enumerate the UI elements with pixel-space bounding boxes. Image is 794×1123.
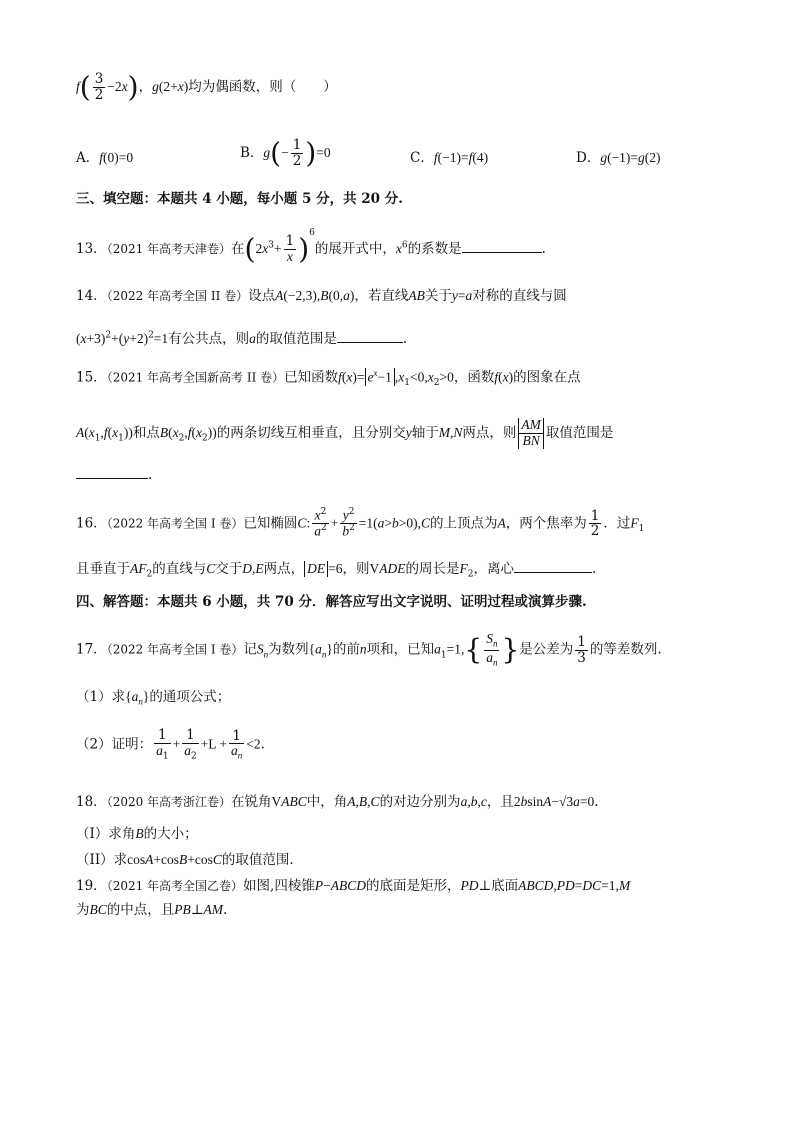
question-14-line1: 14．（2022 年高考全国 II 卷）设点A(−2,3),B(0,a)，若直线AB关于y=a对称的直线与圆 <box>76 288 567 304</box>
option-d: D．g(−1)=g(2) <box>576 150 661 166</box>
question-17-part1: （1）求$\{a_n\}$的通项公式； <box>76 689 231 707</box>
option-a: A．f(0)=0 <box>76 150 134 166</box>
question-15-line3: . <box>76 464 152 483</box>
question-18-part2: （II）求cosA+cosB+cosC的取值范围. <box>76 852 294 868</box>
option-c: C．f(−1)=f(4) <box>410 150 489 166</box>
section-3-title: 三、填空题：本题共 4 小题，每小题 5 分，共 20 分. <box>76 191 403 207</box>
answer-blank <box>337 328 403 343</box>
question-18: 18．（2020 年高考浙江卷）在锐角VABC中，角A,B,C的对边分别为a,b,c，且2bsinA−√3a=0. <box>76 794 599 810</box>
answer-blank <box>514 558 592 573</box>
question-15-line2: $A(x_1,f(x_1))$和点$B(x_2,f(x_2))$的两条切线互相垂直，且分别交y轴于M,N两点，则 $\frac{AM}{BN}$ 取值范围是 <box>76 417 614 448</box>
question-14-line2: $(x+3)^2+(y+2)^2=1$有公共点，则a的取值范围是 . <box>76 328 407 347</box>
question-18-part1: （I）求角B的大小； <box>76 826 198 842</box>
answer-blank <box>76 464 148 479</box>
question-17-part2: （2）证明： $\frac{1}{a_1}$ + $\frac{1}{a_2}$ +L + $\frac{1}{a_n}$ <2. <box>76 727 265 762</box>
question-19-line2: 为BC的中点，且PB⊥AM. <box>76 902 228 918</box>
prev-question-tail: 均为偶函数，则（ ） <box>188 78 337 95</box>
section-4-title: 四、解答题：本题共 6 小题，共 70 分．解答应写出文字说明、证明过程或演算步骤. <box>76 594 587 610</box>
question-16-line1: 16．（2022 年高考全国 I 卷）已知椭圆C: $\frac{x^2}{a^2}$ + $\frac{y^2}{b^2}$ =1(a>b>0),C的上顶点为A，两个焦率为 $\frac{1}{2}$ ．过$F_1$ <box>76 507 645 540</box>
question-15-line1: 15．（2021 年高考全国新高考 II 卷）已知函数$f(x)= e^x-1$ $,x_1<0,x_2>0$，函数f(x)的图象在点 <box>76 368 581 389</box>
answer-blank <box>462 238 542 253</box>
question-17: 17．（2022 年高考全国 I 卷）记$S_n$为数列$\{a_n\}$的前n项和，已知$a_1=1$,{ $\frac{S_n}{a_n}$ }是公差为 $\frac{1}{3}$ 的等差数列. <box>76 631 662 668</box>
option-b: B．g(− $\frac{1}{2}$ )=0 <box>240 136 331 170</box>
prev-question-line: f( $\frac{3}{2}$ −2x)，g(2+x)均为偶函数，则（ ） <box>76 70 337 104</box>
question-13: 13．（2021 年高考天津卷）在($2x^3+$ $\frac{1}{x}$ )$^6$的展开式中，$x^6$的系数是 . <box>76 228 546 266</box>
question-16-line2: 且垂直于$AF_2$的直线与C交于D,E两点， DE =6，则VADE的周长是$F_2$，离心 . <box>76 558 596 580</box>
question-19-line1: 19．（2021 年高考全国乙卷）如图,四棱锥P−ABCD的底面是矩形，PD⊥底面ABCD,PD=DC=1,M <box>76 878 631 894</box>
